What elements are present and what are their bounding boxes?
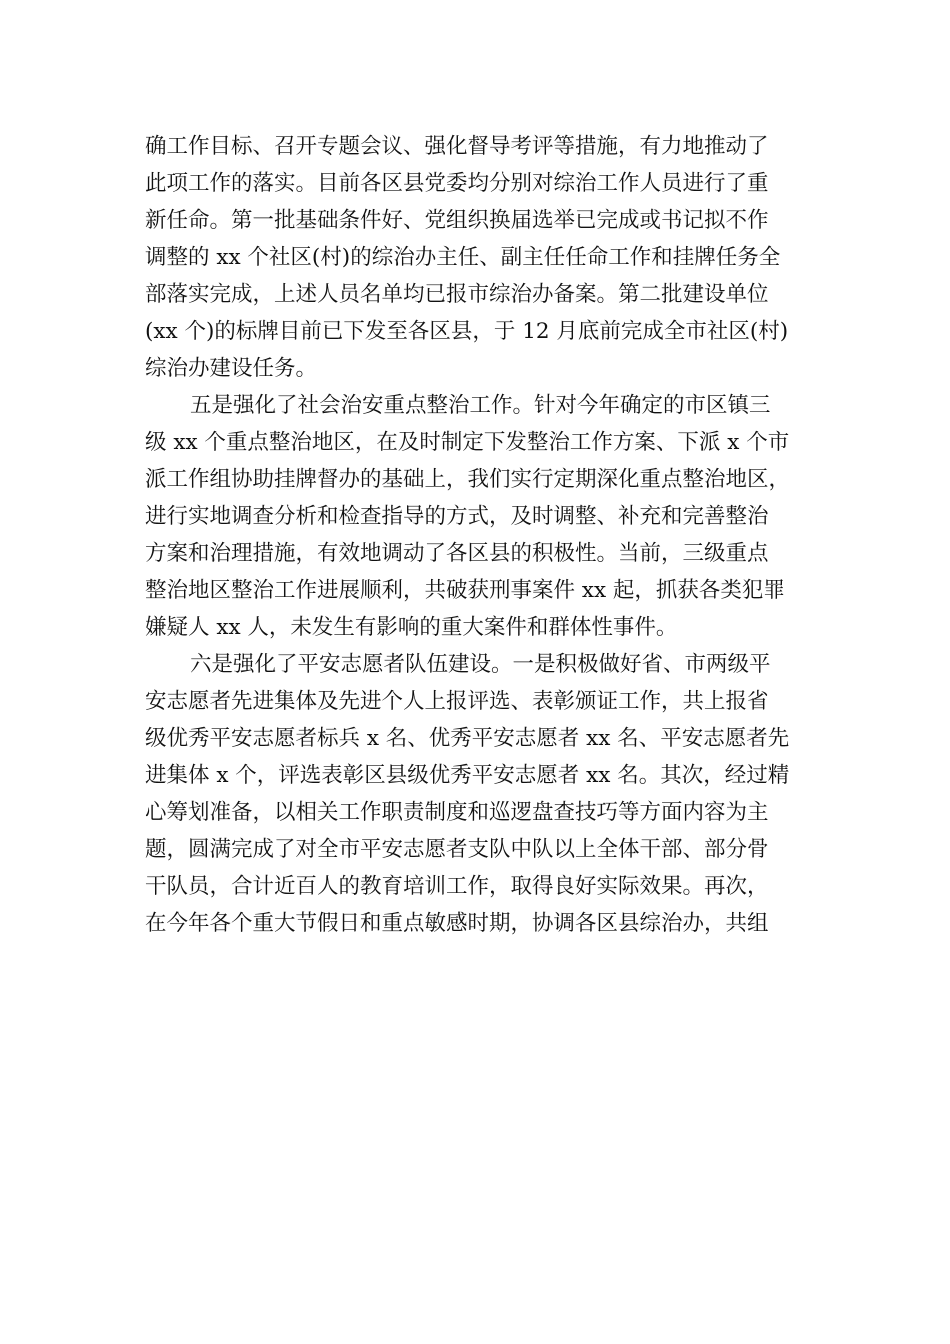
text-line-first: 五是强化了社会治安重点整治工作。针对今年确定的市区镇三 xyxy=(190,393,771,418)
paragraph-2 xyxy=(145,387,807,646)
text-line: (xx 个)的标牌目前已下发至各区县，于 12 月底前完成全市社区(村) xyxy=(145,319,789,344)
text-line: 此项工作的落实。目前各区县党委均分别对综治工作人员进行了重 xyxy=(145,171,769,196)
text-line: 级 xx 个重点整治地区，在及时制定下发整治工作方案、下派 x 个市 xyxy=(145,430,790,455)
text-line: 综治办建设任务。 xyxy=(145,356,318,381)
paragraph-1 xyxy=(145,128,807,387)
text-line: 派工作组协助挂牌督办的基础上，我们实行定期深化重点整治地区， xyxy=(145,467,791,492)
text-line: 新任命。第一批基础条件好、党组织换届选举已完成或书记拟不作 xyxy=(145,208,769,233)
text-line: 进集体 x 个，评选表彰区县级优秀平安志愿者 xx 名。其次，经过精 xyxy=(145,763,790,788)
text-line: 在今年各个重大节假日和重点敏感时期，协调各区县综治办，共组 xyxy=(145,911,769,936)
text-line: 进行实地调查分析和检查指导的方式，及时调整、补充和完善整治 xyxy=(145,504,769,529)
text-line: 嫌疑人 xx 人，未发生有影响的重大案件和群体性事件。 xyxy=(145,615,678,640)
text-line: 部落实完成，上述人员名单均已报市综治办备案。第二批建设单位 xyxy=(145,282,769,307)
text-line: 题，圆满完成了对全市平安志愿者支队中队以上全体干部、部分骨 xyxy=(145,837,769,862)
text-line: 调整的 xx 个社区(村)的综治办主任、副主任任命工作和挂牌任务全 xyxy=(145,245,781,270)
text-line-first: 六是强化了平安志愿者队伍建设。一是积极做好省、市两级平 xyxy=(190,652,771,677)
text-line: 级优秀平安志愿者标兵 x 名、优秀平安志愿者 xx 名、平安志愿者先 xyxy=(145,726,790,751)
text-line: 干队员，合计近百人的教育培训工作，取得良好实际效果。再次， xyxy=(145,874,769,899)
paragraph-3 xyxy=(145,646,807,942)
text-line: 方案和治理措施，有效地调动了各区县的积极性。当前，三级重点 xyxy=(145,541,769,566)
document-body xyxy=(145,128,807,942)
text-line: 整治地区整治工作进展顺利，共破获刑事案件 xx 起，抓获各类犯罪 xyxy=(145,578,785,603)
text-line: 确工作目标、召开专题会议、强化督导考评等措施，有力地推动了 xyxy=(145,134,769,159)
text-line: 心筹划准备，以相关工作职责制度和巡逻盘查技巧等方面内容为主 xyxy=(145,800,769,825)
text-line: 安志愿者先进集体及先进个人上报评选、表彰颁证工作，共上报省 xyxy=(145,689,769,714)
